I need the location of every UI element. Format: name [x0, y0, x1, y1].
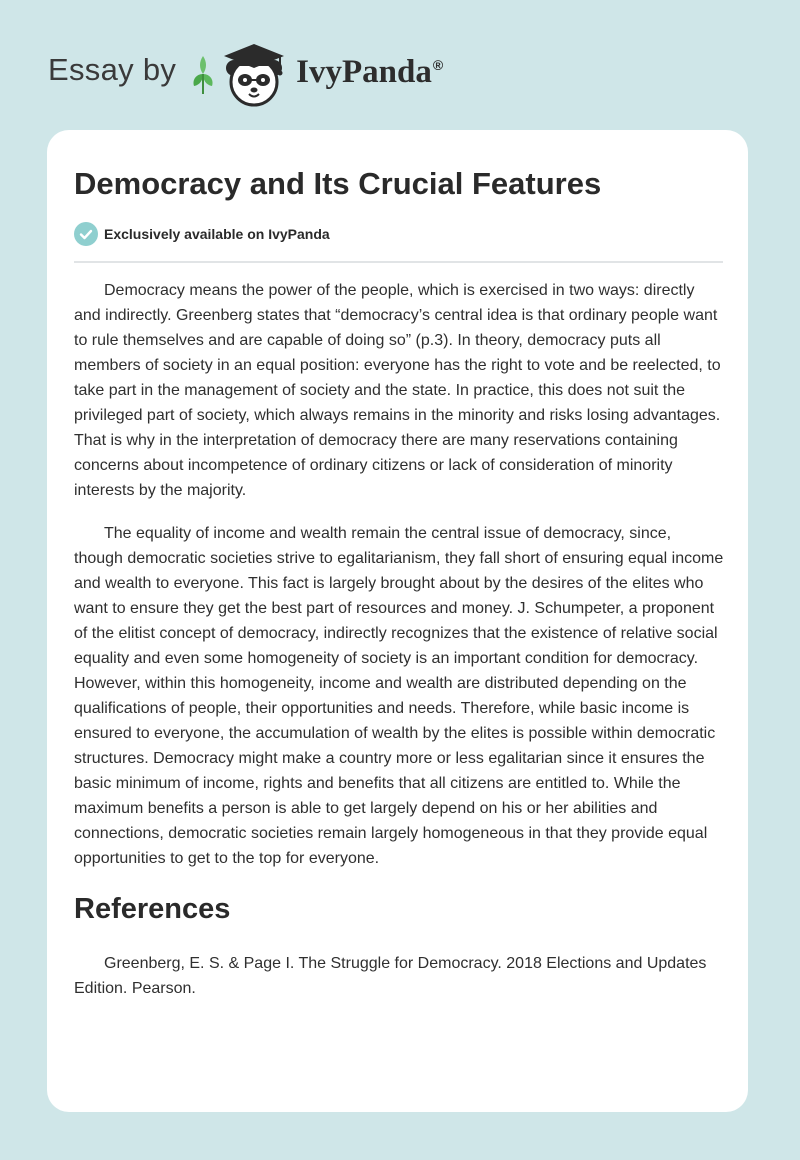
brand-name: IvyPanda® [296, 53, 444, 90]
references-heading: References [74, 893, 231, 925]
ivy-leaf-icon [190, 52, 216, 96]
registered-mark: ® [432, 56, 444, 73]
reference-item: Greenberg, E. S. & Page I. The Struggle for Democracy. 2018 Elections and Updates Edition. Pearson. [74, 955, 707, 997]
paragraph-1: Democracy means the power of the people, which is exercised in two ways: directly and indirectly. Greenberg states that “democracy’s central idea is that ordinary people want to rule themselves and are capable of doing so” (p.3). In theory, democracy puts all members of society in an equal position: everyone has the right to vote and be reelected, to take part in the management of society and the state. In practice, this does not suit the privileged part of society, which always remains in the minority and risks losing advantages. That is why in the interpretation of democracy there are many reservations containing concerns about incompetence of ordinary citizens or lack of consideration of minority interests by the majority. [74, 282, 721, 499]
panda-graduate-icon [218, 38, 290, 110]
essay-card [47, 130, 748, 1112]
badge-label: Exclusively available on IvyPanda [104, 226, 330, 242]
essay-body [74, 278, 724, 1019]
site-brand[interactable] [48, 36, 443, 112]
divider [74, 261, 723, 263]
check-circle-icon [74, 222, 98, 246]
page-title: Democracy and Its Crucial Features [74, 166, 602, 201]
exclusive-badge [74, 222, 330, 246]
paragraph-2: The equality of income and wealth remain the central issue of democracy, since, though democratic societies strive to egalitarianism, they fall short of ensuring equal income and wealth to everyone. This fact is largely brought about by the desires of the elites who want to ensure they get the best part of resources and money. J. Schumpeter, a proponent of the elitist concept of democracy, indirectly recognizes that the existence of relative social equality and even some homogeneity of society is an important condition for democracy. However, within this homogeneity, income and wealth are distributed depending on the qualifications of people, their opportunities and needs. Therefore, while basic income is ensured to everyone, the accumulation of wealth by the elites is possible within democratic structures. Democracy might make a country more or less egalitarian since it ensures the basic minimum of income, rights and benefits that all citizens are entitled to. While the maximum benefits a person is able to get largely depend on his or her abilities and connections, democratic societies remain largely homogeneous in that they provide equal opportunities to get to the top for everyone. [74, 525, 724, 867]
essay-by-label: Essay by [48, 52, 177, 87]
